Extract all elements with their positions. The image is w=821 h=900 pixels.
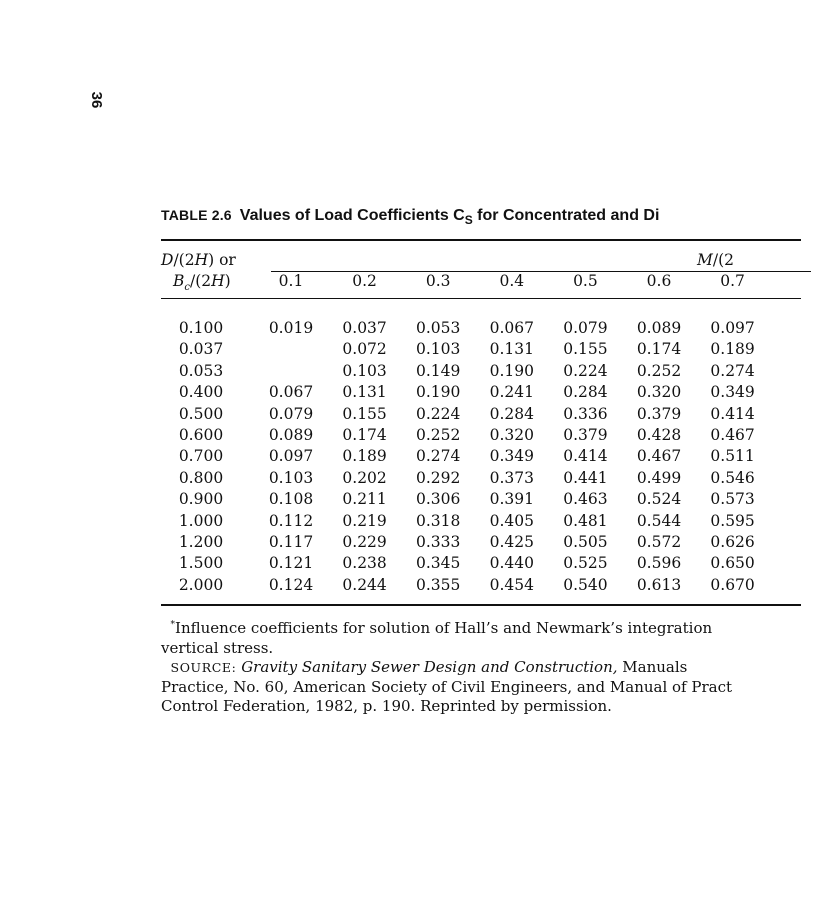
row-stub: 0.900 <box>178 490 224 509</box>
table-cell: 0.079 <box>563 319 608 337</box>
table-block <box>161 203 755 717</box>
table-cell: 0.670 <box>710 575 755 594</box>
column-header: 0.7 <box>720 272 745 290</box>
table-cell: 0.463 <box>563 490 608 509</box>
spanner-header <box>697 251 734 269</box>
table-cell: 0.454 <box>489 575 534 594</box>
table-cell: 0.103 <box>416 340 461 359</box>
table-cell: 0.155 <box>563 340 608 359</box>
table-cell: 0.124 <box>268 575 314 594</box>
table-cell: 0.097 <box>268 447 314 466</box>
table-header <box>161 241 801 298</box>
table-cell: 0.067 <box>268 383 314 402</box>
table-cell: 0.072 <box>342 340 387 359</box>
table-cell: 0.274 <box>710 361 755 380</box>
row-stub: 0.500 <box>178 404 224 423</box>
table-title <box>161 203 738 229</box>
footnote <box>161 616 821 639</box>
table-cell: 0.613 <box>636 575 682 594</box>
table-cell: 0.284 <box>563 383 608 402</box>
column-header: 0.1 <box>278 272 304 290</box>
table-cell: 0.190 <box>416 383 461 402</box>
table-cell: 0.189 <box>342 447 387 466</box>
table-cell: 0.202 <box>342 468 387 487</box>
table-cell: 0.189 <box>710 340 755 359</box>
column-header: 0.6 <box>646 272 672 290</box>
table-cell: 0.229 <box>342 532 387 551</box>
table-cell: 0.067 <box>489 319 534 337</box>
table-cell: 0.089 <box>636 319 682 337</box>
table-cell: 0.379 <box>563 425 608 444</box>
footnote-marker: * <box>170 620 176 631</box>
table-cell: 0.019 <box>268 319 314 337</box>
table-cell: 0.318 <box>416 511 461 530</box>
stub-text: ) <box>224 272 231 290</box>
table-cell: 0.108 <box>268 490 314 509</box>
row-stub: 0.700 <box>178 447 224 466</box>
table-cell: 0.149 <box>416 361 461 380</box>
table-row <box>161 553 801 574</box>
table-cell: 0.112 <box>268 511 314 530</box>
row-stub: 0.037 <box>178 340 224 359</box>
table-cell: 0.428 <box>636 425 682 444</box>
table-cell: 0.467 <box>636 447 682 466</box>
table-cell: 0.103 <box>342 361 387 380</box>
table-cell: 0.505 <box>563 532 608 551</box>
source-title: Gravity Sanitary Sewer Design and Construction, <box>241 658 618 677</box>
table-cell: 0.252 <box>636 361 682 380</box>
table-row <box>161 532 801 553</box>
source-line: Practice, No. 60, American Society of Civil Engineers, and Manual of Pract <box>161 677 733 696</box>
table-row <box>161 425 801 446</box>
table-cell: 0.219 <box>342 511 387 530</box>
table-cell: 0.414 <box>710 404 755 423</box>
stub-header-line1 <box>161 251 236 269</box>
table-cell: 0.306 <box>416 490 461 509</box>
table-row <box>161 404 801 425</box>
source-label: SOURCE: <box>170 660 237 676</box>
table-cell: 0.320 <box>636 383 682 402</box>
spanner-text: /(2 <box>712 251 735 269</box>
table-cell: 0.546 <box>710 468 755 487</box>
table-cell: 0.155 <box>342 404 387 423</box>
page-number: 36 <box>88 91 105 109</box>
table-row <box>161 511 801 532</box>
table-cell: 0.292 <box>416 468 461 487</box>
footnote-continued: vertical stress. <box>161 638 274 657</box>
table-cell: 0.241 <box>489 383 534 402</box>
table-cell: 0.274 <box>416 447 461 466</box>
spanner-var-m: M <box>697 251 713 269</box>
table-body <box>161 299 801 604</box>
table-cell: 0.089 <box>268 425 314 444</box>
table-cell: 0.131 <box>342 383 387 402</box>
table-cell: 0.336 <box>563 404 608 423</box>
table-cell: 0.103 <box>268 468 314 487</box>
table-cell: 0.467 <box>710 425 755 444</box>
table-row <box>161 361 801 382</box>
row-stub: 2.000 <box>178 575 224 594</box>
stub-var-h: H <box>211 272 225 290</box>
table-caption <box>239 207 660 227</box>
stub-var-b: B <box>173 272 185 290</box>
table-label: TABLE 2.6 <box>161 207 232 223</box>
table-cell: 0.481 <box>563 511 608 530</box>
table-row <box>161 382 801 403</box>
table-cell: 0.037 <box>342 319 387 337</box>
table-cell: 0.355 <box>416 575 461 594</box>
table-cell: 0.079 <box>268 404 314 423</box>
table-cell: 0.626 <box>710 532 755 551</box>
table-cell: 0.349 <box>489 447 534 466</box>
table-cell: 0.391 <box>489 490 534 509</box>
table-cell: 0.650 <box>710 554 755 573</box>
table-cell: 0.211 <box>342 490 387 509</box>
column-header: 0.4 <box>499 272 525 290</box>
table-cell: 0.224 <box>563 361 608 380</box>
caption-tail: for Concentrated and Di <box>472 207 660 224</box>
row-stub: 1.000 <box>178 511 224 530</box>
source-text: Manuals <box>617 658 688 677</box>
column-header: 0.2 <box>352 272 377 290</box>
table-row <box>161 339 801 360</box>
source-line: Control Federation, 1982, p. 190. Reprinted by permission. <box>161 697 612 716</box>
table-cell: 0.573 <box>710 490 755 509</box>
row-stub: 0.600 <box>178 425 224 444</box>
table-cell: 0.525 <box>563 554 608 573</box>
table-row <box>161 468 801 489</box>
table-cell: 0.425 <box>489 532 534 551</box>
table-cell: 0.224 <box>416 404 461 423</box>
column-header: 0.3 <box>425 272 451 290</box>
table-cell: 0.131 <box>489 340 534 359</box>
table-cell: 0.190 <box>489 361 534 380</box>
source-note <box>161 658 821 678</box>
table-cell: 0.511 <box>710 447 755 466</box>
table-notes <box>161 616 821 717</box>
table-cell: 0.174 <box>636 340 682 359</box>
stub-text: ) or <box>208 251 236 269</box>
table-cell: 0.333 <box>416 532 461 551</box>
row-stub: 0.800 <box>178 468 224 487</box>
stub-text: /(2 <box>173 251 195 269</box>
table-cell: 0.320 <box>489 425 534 444</box>
table-cell: 0.238 <box>342 554 387 573</box>
bottom-rule <box>161 604 801 606</box>
stub-subscript: c <box>184 282 190 294</box>
table-cell: 0.524 <box>636 490 682 509</box>
table-cell: 0.544 <box>636 511 682 530</box>
stub-text: /(2 <box>190 272 212 290</box>
table-cell: 0.097 <box>710 319 755 337</box>
table-cell: 0.244 <box>342 575 387 594</box>
table-cell: 0.540 <box>563 575 608 594</box>
table-cell: 0.373 <box>489 468 534 487</box>
table-cell: 0.440 <box>489 554 534 573</box>
table-cell: 0.284 <box>489 404 534 423</box>
table-row <box>161 446 801 467</box>
table-cell: 0.117 <box>268 532 314 551</box>
table-cell: 0.379 <box>636 404 682 423</box>
column-header: 0.5 <box>573 272 598 290</box>
table-cell: 0.405 <box>489 511 534 530</box>
table-cell: 0.414 <box>563 447 608 466</box>
stub-var-h: H <box>194 251 209 269</box>
table-row <box>161 575 801 596</box>
row-stub: 0.053 <box>178 361 224 380</box>
table-cell: 0.174 <box>342 425 387 444</box>
table-row <box>161 318 801 339</box>
row-stub: 0.100 <box>178 319 224 337</box>
caption-lead: Values of Load Coefficients C <box>239 207 465 224</box>
table-cell: 0.349 <box>710 383 755 402</box>
stub-header-line2 <box>173 272 231 293</box>
stub-var-d: D <box>161 251 174 269</box>
table-cell: 0.572 <box>636 532 682 551</box>
table-cell: 0.441 <box>563 468 608 487</box>
table-cell: 0.596 <box>636 554 682 573</box>
table-row <box>161 489 801 510</box>
table-cell: 0.121 <box>268 554 314 573</box>
footnote-line: Influence coefficients for solution of Hall’s and Newmark’s integration <box>175 619 713 638</box>
table-cell: 0.252 <box>416 425 461 444</box>
row-stub: 1.200 <box>178 532 224 551</box>
row-stub: 0.400 <box>178 383 224 402</box>
table-cell: 0.499 <box>636 468 682 487</box>
table-cell: 0.595 <box>710 511 755 530</box>
table-cell: 0.345 <box>416 554 461 573</box>
table-cell: 0.053 <box>416 319 461 337</box>
row-stub: 1.500 <box>178 554 224 573</box>
caption-subscript: S <box>464 213 473 227</box>
